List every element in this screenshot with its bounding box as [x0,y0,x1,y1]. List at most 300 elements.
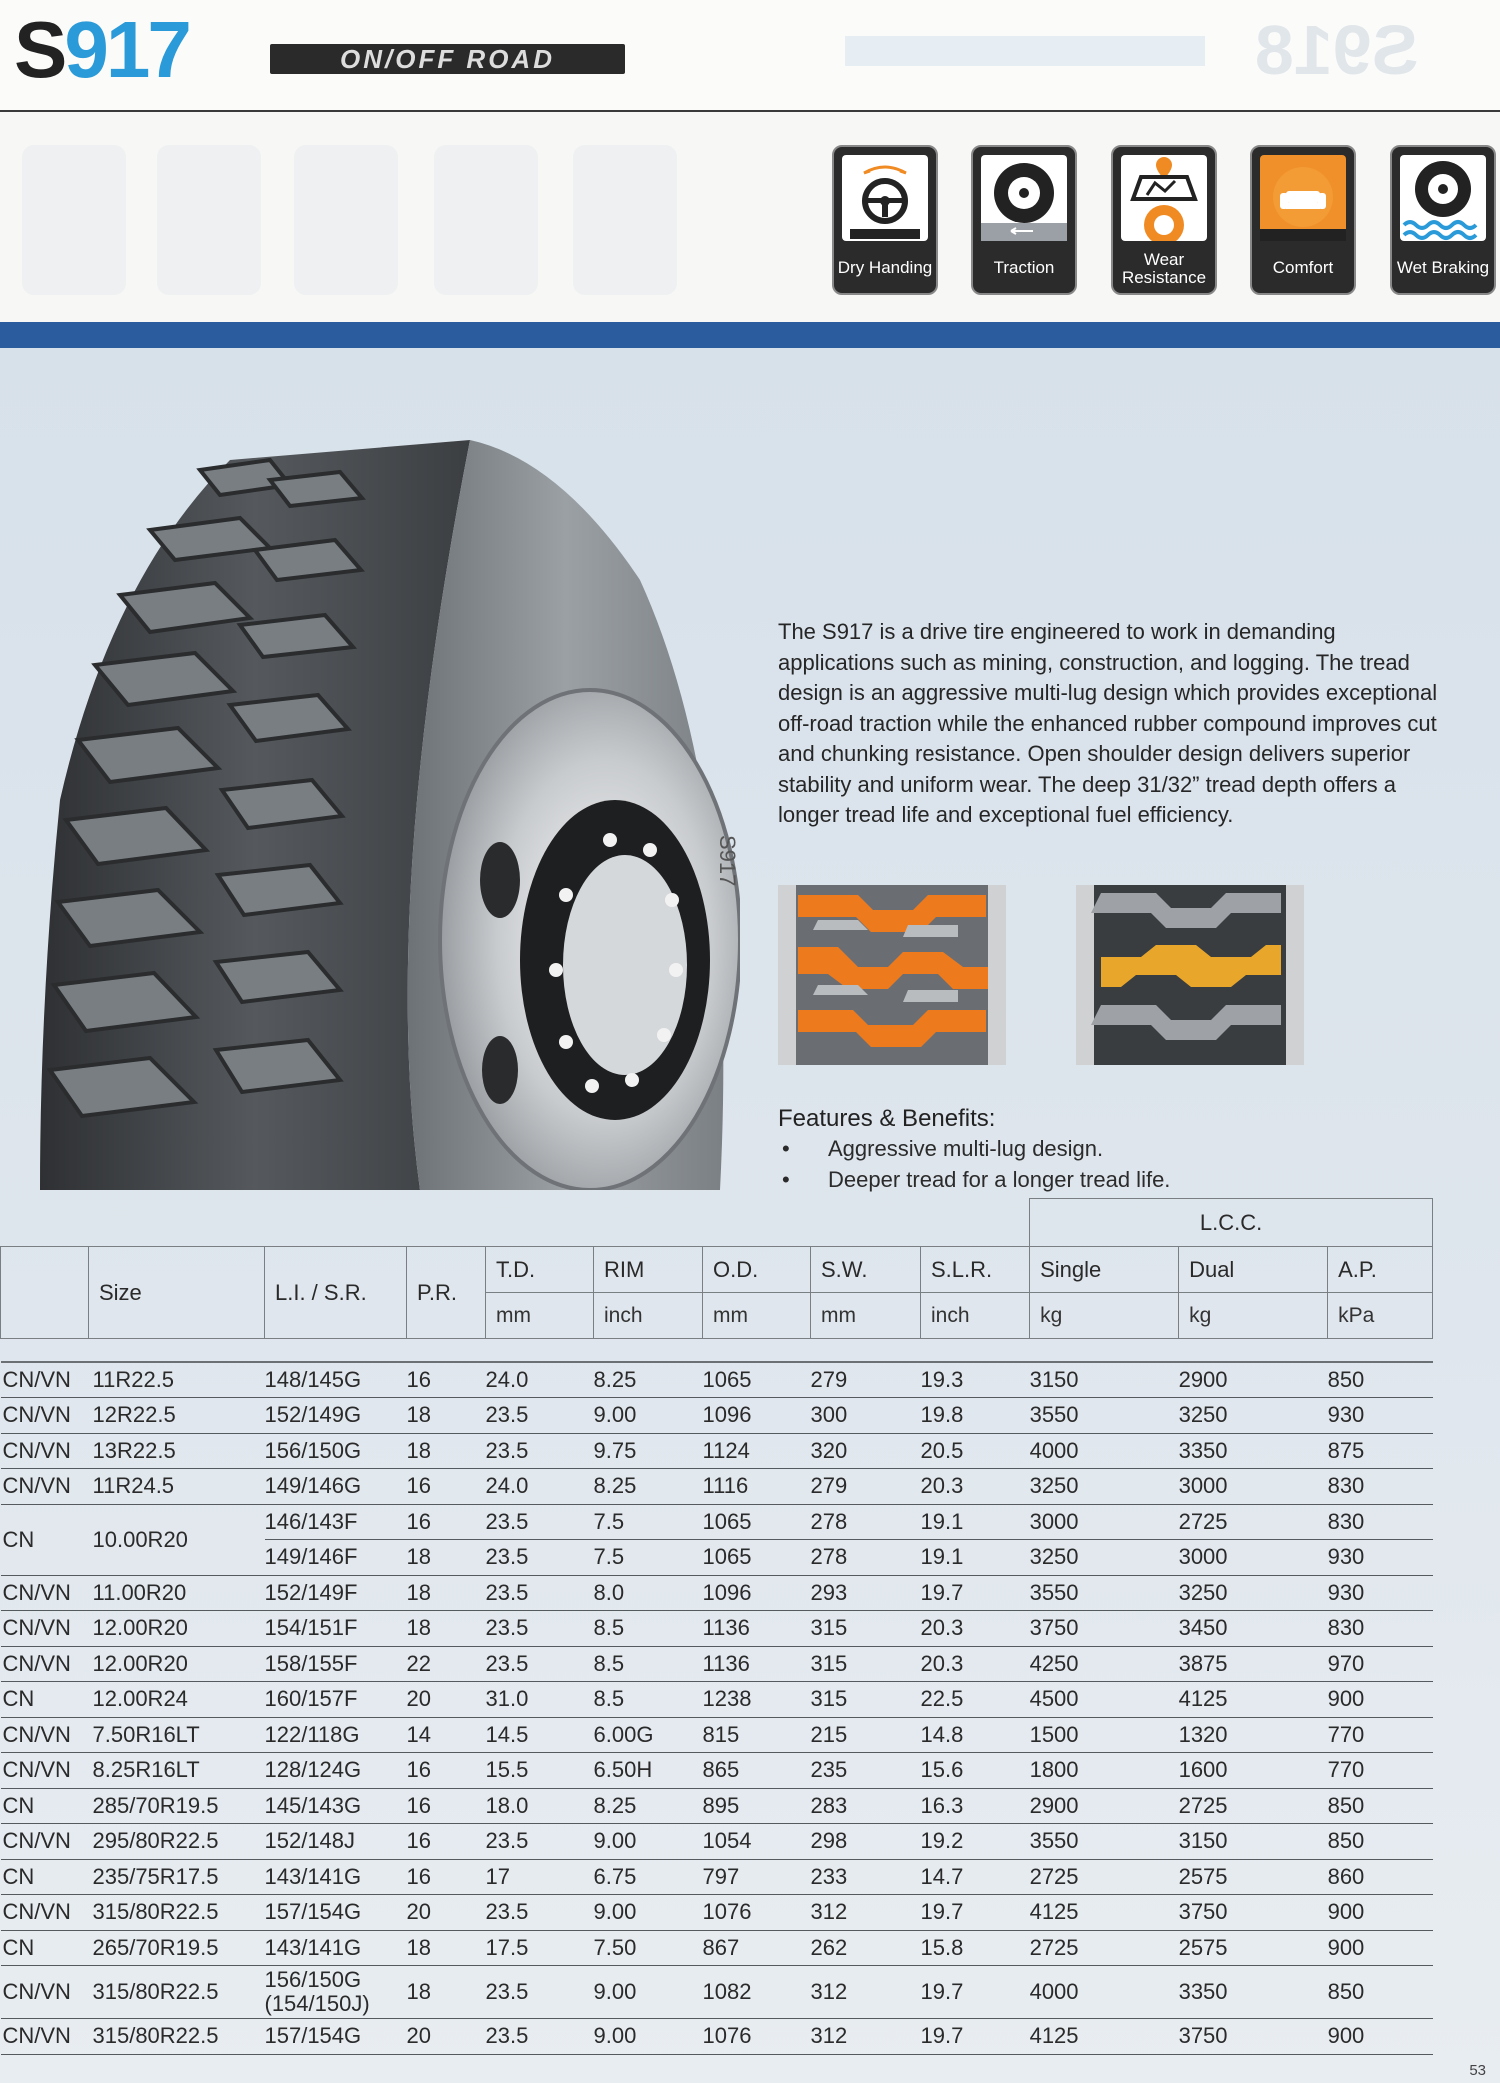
cell-m: CN/VN [1,1469,89,1505]
cell-m: CN/VN [1,1824,89,1860]
cell-rim: 8.5 [594,1611,703,1647]
cell-dual: 3250 [1179,1575,1328,1611]
cell-rim: 7.5 [594,1504,703,1540]
cell-li: 145/143G [265,1788,407,1824]
cell-dual: 3450 [1179,1611,1328,1647]
cell-single: 4125 [1030,1895,1179,1931]
ghost-icon [294,145,398,295]
cell-slr: 14.8 [921,1717,1030,1753]
page-number: 53 [1469,2062,1486,2079]
cell-m: CN [1,1788,89,1824]
cell-sw: 298 [811,1824,921,1860]
cell-pr: 18 [407,1611,486,1647]
table-row [1,1859,1433,1895]
col-header-pr: P.R. [407,1247,486,1339]
table-row [1,1575,1433,1611]
cell-od: 1082 [703,1966,811,2019]
cell-dual: 3750 [1179,2019,1328,2055]
cell-slr: 15.8 [921,1930,1030,1966]
col-header-td: T.D. [486,1247,594,1293]
cell-dual: 2725 [1179,1504,1328,1540]
cell-rim: 7.5 [594,1540,703,1576]
cell-dual: 3000 [1179,1540,1328,1576]
cell-od: 1116 [703,1469,811,1505]
cell-ap: 860 [1328,1859,1433,1895]
table-row [1,1717,1433,1753]
cell-od: 1076 [703,1895,811,1931]
cell-single: 4500 [1030,1682,1179,1718]
cell-rim: 6.50H [594,1753,703,1789]
cell-rim: 8.5 [594,1646,703,1682]
cell-od: 1065 [703,1362,811,1398]
cell-single: 3550 [1030,1824,1179,1860]
cell-m: CN [1,1682,89,1718]
cell-size: 13R22.5 [89,1433,265,1469]
cell-single: 4000 [1030,1966,1179,2019]
unit-od: mm [703,1293,811,1339]
category-badge: ON/OFF ROAD [270,44,625,74]
table-row [1,1504,1433,1540]
cell-li: 143/141G [265,1859,407,1895]
cell-od: 1136 [703,1646,811,1682]
cell-pr: 18 [407,1575,486,1611]
unit-single: kg [1030,1293,1179,1339]
table-row [1,2019,1433,2055]
cell-rim: 8.25 [594,1469,703,1505]
cell-rim: 6.75 [594,1859,703,1895]
performance-comfort: Comfort [1250,145,1356,295]
cell-slr: 19.1 [921,1540,1030,1576]
cell-od: 815 [703,1717,811,1753]
cell-td: 31.0 [486,1682,594,1718]
ghost-title: S918 [1255,11,1419,89]
col-header-slr: S.L.R. [921,1247,1030,1293]
table-row [1,1469,1433,1505]
cell-sw: 312 [811,1895,921,1931]
cell-slr: 19.3 [921,1362,1030,1398]
wet-braking-icon [1400,155,1486,241]
performance-dry-handling: Dry Handing [832,145,938,295]
cell-dual: 3150 [1179,1824,1328,1860]
cell-ap: 900 [1328,1930,1433,1966]
cell-dual: 2575 [1179,1859,1328,1895]
table-row [1,1966,1433,2019]
ghost-icon [434,145,538,295]
cell-li: 149/146G [265,1469,407,1505]
cell-rim: 9.00 [594,1895,703,1931]
cell-m: CN/VN [1,1611,89,1647]
cell-td: 17.5 [486,1930,594,1966]
unit-rim: inch [594,1293,703,1339]
cell-pr: 18 [407,1930,486,1966]
cell-li: 128/124G [265,1753,407,1789]
table-row [1,1646,1433,1682]
cell-size: 11R22.5 [89,1362,265,1398]
feature-item: • Deeper tread for a longer tread life. [778,1164,1170,1195]
cell-li: 152/149F [265,1575,407,1611]
cell-sw: 262 [811,1930,921,1966]
cell-pr: 16 [407,1824,486,1860]
cell-od: 865 [703,1753,811,1789]
cell-od: 1065 [703,1540,811,1576]
cell-pr: 22 [407,1646,486,1682]
cell-single: 1800 [1030,1753,1179,1789]
cell-size: 265/70R19.5 [89,1930,265,1966]
cell-ap: 900 [1328,1895,1433,1931]
cell-od: 1065 [703,1504,811,1540]
cell-m: CN/VN [1,1398,89,1434]
col-header-single: Single [1030,1247,1179,1293]
cell-m: CN [1,1859,89,1895]
cell-od: 1238 [703,1682,811,1718]
cell-sw: 283 [811,1788,921,1824]
cell-slr: 20.3 [921,1611,1030,1647]
cell-li-alt: (154/150J) [264,1991,370,2016]
cell-size: 12.00R20 [89,1646,265,1682]
cell-dual: 3875 [1179,1646,1328,1682]
cell-slr: 20.3 [921,1646,1030,1682]
unit-td: mm [486,1293,594,1339]
cell-size: 12.00R24 [89,1682,265,1718]
cell-pr: 18 [407,1398,486,1434]
cell-li: 152/149G [265,1398,407,1434]
cell-dual: 3250 [1179,1398,1328,1434]
cell-rim: 9.00 [594,2019,703,2055]
cell-td: 23.5 [486,1966,594,2019]
cell-td: 24.0 [486,1362,594,1398]
cell-dual: 1600 [1179,1753,1328,1789]
cell-pr: 16 [407,1859,486,1895]
cell-dual: 2725 [1179,1788,1328,1824]
cell-single: 3150 [1030,1362,1179,1398]
cell-rim: 9.00 [594,1824,703,1860]
cell-sw: 320 [811,1433,921,1469]
cell-ap: 770 [1328,1717,1433,1753]
cell-td: 23.5 [486,1398,594,1434]
cell-ap: 830 [1328,1504,1433,1540]
cell-dual: 3000 [1179,1469,1328,1505]
cell-dual: 3350 [1179,1433,1328,1469]
cell-single: 2900 [1030,1788,1179,1824]
cell-ap: 875 [1328,1433,1433,1469]
cell-pr: 20 [407,1895,486,1931]
cell-size: 12R22.5 [89,1398,265,1434]
cell-li-line: 156/150G [264,1967,362,1992]
cell-od: 797 [703,1859,811,1895]
col-header-size: Size [89,1247,265,1339]
cell-ap: 850 [1328,1362,1433,1398]
table-row [1,1433,1433,1469]
cell-rim: 9.00 [594,1966,703,2019]
cell-size: 315/80R22.5 [89,1895,265,1931]
col-header-dual: Dual [1179,1247,1328,1293]
cell-sw: 215 [811,1717,921,1753]
cell-sw: 278 [811,1540,921,1576]
cell-single: 3550 [1030,1398,1179,1434]
unit-sw: mm [811,1293,921,1339]
col-header-sw: S.W. [811,1247,921,1293]
ghost-icon [22,145,126,295]
cell-sw: 293 [811,1575,921,1611]
cell-sw: 315 [811,1646,921,1682]
product-description: The S917 is a drive tire engineered to work in demanding applications such as mining, construction, and logging. The tread design is an aggressive multi-lug design which provides exceptional off-road traction while the enhanced rubber compound improves cut and chunking resistance. Open shoulder design delivers superior stability and uniform wear. The deep 31/32” tread depth offers a longer tread life and exceptional fuel efficiency. [778,619,1438,827]
cell-ap: 930 [1328,1398,1433,1434]
cell-od: 867 [703,1930,811,1966]
cell-single: 4250 [1030,1646,1179,1682]
tread-pattern-orange [778,885,1006,1065]
cell-od: 1136 [703,1611,811,1647]
cell-m: CN/VN [1,1717,89,1753]
cell-pr: 16 [407,1469,486,1505]
cell-li: 148/145G [265,1362,407,1398]
cell-size: 285/70R19.5 [89,1788,265,1824]
cell-m: CN/VN [1,1575,89,1611]
cell-pr: 20 [407,2019,486,2055]
cell-li: 156/150G [265,1433,407,1469]
cell-li [265,1966,407,2019]
performance-wear-resistance: Wear Resistance [1111,145,1217,295]
cell-slr: 20.3 [921,1469,1030,1505]
spec-table [0,1198,1433,2055]
cell-ap: 970 [1328,1646,1433,1682]
lcc-header: L.C.C. [1030,1199,1433,1247]
cell-slr: 19.7 [921,1895,1030,1931]
cell-slr: 19.7 [921,1575,1030,1611]
ghost-icon [157,145,261,295]
table-row [1,1930,1433,1966]
cell-slr: 19.1 [921,1504,1030,1540]
cell-slr: 19.7 [921,1966,1030,2019]
cell-single: 4000 [1030,1433,1179,1469]
cell-m: CN/VN [1,1895,89,1931]
cell-rim: 6.00G [594,1717,703,1753]
unit-slr: inch [921,1293,1030,1339]
cell-td: 23.5 [486,1433,594,1469]
cell-li: 160/157F [265,1682,407,1718]
cell-od: 1096 [703,1575,811,1611]
col-header-li-sr: L.I. / S.R. [265,1247,407,1339]
cell-li: 158/155F [265,1646,407,1682]
cell-sw: 312 [811,1966,921,2019]
cell-size: 8.25R16LT [89,1753,265,1789]
cell-m: CN/VN [1,1753,89,1789]
cell-single: 2725 [1030,1930,1179,1966]
cell-rim: 9.75 [594,1433,703,1469]
cell-single: 3750 [1030,1611,1179,1647]
table-row [1,1788,1433,1824]
cell-pr: 14 [407,1717,486,1753]
cell-rim: 8.25 [594,1362,703,1398]
cell-single: 3000 [1030,1504,1179,1540]
sidewall-text: S917 [715,835,740,887]
cell-single: 3550 [1030,1575,1179,1611]
cell-sw: 312 [811,2019,921,2055]
cell-td: 23.5 [486,1611,594,1647]
cell-li: 157/154G [265,2019,407,2055]
cell-size: 235/75R17.5 [89,1859,265,1895]
cell-slr: 19.8 [921,1398,1030,1434]
unit-ap: kPa [1328,1293,1433,1339]
col-header-od: O.D. [703,1247,811,1293]
cell-dual: 2575 [1179,1930,1328,1966]
cell-pr: 18 [407,1540,486,1576]
cell-slr: 19.2 [921,1824,1030,1860]
cell-size: 11R24.5 [89,1469,265,1505]
cell-li: 152/148J [265,1824,407,1860]
ghost-band [845,36,1205,66]
cell-slr: 16.3 [921,1788,1030,1824]
features-list [778,1133,1170,1195]
tread-pattern-image [1076,885,1304,1065]
cell-td: 18.0 [486,1788,594,1824]
comfort-sofa-icon [1260,155,1346,241]
tire-illustration [0,380,740,1190]
cell-m: CN/VN [1,1433,89,1469]
cell-pr: 16 [407,1753,486,1789]
cell-m: CN [1,1504,89,1575]
cell-rim: 8.5 [594,1682,703,1718]
cell-ap: 830 [1328,1611,1433,1647]
cell-sw: 315 [811,1611,921,1647]
cell-pr: 16 [407,1362,486,1398]
cell-sw: 278 [811,1504,921,1540]
cell-rim: 7.50 [594,1930,703,1966]
cell-dual: 3350 [1179,1966,1328,2019]
cell-single: 1500 [1030,1717,1179,1753]
cell-size: 11.00R20 [89,1575,265,1611]
table-row [1,1362,1433,1398]
cell-ap: 850 [1328,1824,1433,1860]
cell-size: 7.50R16LT [89,1717,265,1753]
features-title: Features & Benefits: [778,1105,996,1132]
table-row [1,1895,1433,1931]
cell-ap: 770 [1328,1753,1433,1789]
cell-li: 122/118G [265,1717,407,1753]
tread-pattern-yellow [1076,885,1304,1065]
table-row [1,1611,1433,1647]
cell-td: 17 [486,1859,594,1895]
cell-pr: 18 [407,1433,486,1469]
table-row [1,1824,1433,1860]
cell-td: 23.5 [486,1504,594,1540]
cell-slr: 22.5 [921,1682,1030,1718]
cell-size: 12.00R20 [89,1611,265,1647]
cell-li: 154/151F [265,1611,407,1647]
cell-td: 23.5 [486,1646,594,1682]
cell-ap: 930 [1328,1540,1433,1576]
cell-m: CN/VN [1,1362,89,1398]
cell-pr: 16 [407,1788,486,1824]
cell-sw: 315 [811,1682,921,1718]
cell-td: 15.5 [486,1753,594,1789]
table-row [1,1753,1433,1789]
cell-od: 1054 [703,1824,811,1860]
cell-size: 10.00R20 [89,1504,265,1575]
cell-rim: 9.00 [594,1398,703,1434]
cell-li: 143/141G [265,1930,407,1966]
cell-ap: 900 [1328,1682,1433,1718]
cell-td: 23.5 [486,1575,594,1611]
table-row [1,1682,1433,1718]
section-divider [0,322,1500,348]
cell-ap: 900 [1328,2019,1433,2055]
performance-wet-braking: Wet Braking [1390,145,1496,295]
cell-slr: 20.5 [921,1433,1030,1469]
cell-td: 24.0 [486,1469,594,1505]
cell-pr: 16 [407,1504,486,1540]
cell-dual: 1320 [1179,1717,1328,1753]
cell-pr: 18 [407,1966,486,2019]
cell-slr: 15.6 [921,1753,1030,1789]
ghost-icon [573,145,677,295]
cell-td: 14.5 [486,1717,594,1753]
feature-item: • Aggressive multi-lug design. [778,1133,1170,1164]
steering-wheel-icon [842,155,928,241]
wear-resistance-icon [1121,155,1207,241]
cell-li: 146/143F [265,1504,407,1540]
cell-li: 157/154G [265,1895,407,1931]
spec-table-body [1,1362,1433,2054]
cell-ap: 930 [1328,1575,1433,1611]
col-header-rim: RIM [594,1247,703,1293]
cell-li: 149/146F [265,1540,407,1576]
cell-sw: 279 [811,1362,921,1398]
cell-rim: 8.0 [594,1575,703,1611]
cell-td: 23.5 [486,2019,594,2055]
cell-sw: 300 [811,1398,921,1434]
wheel-traction-icon [981,155,1067,241]
cell-od: 1124 [703,1433,811,1469]
cell-size: 295/80R22.5 [89,1824,265,1860]
page-header [0,0,1500,112]
cell-od: 1096 [703,1398,811,1434]
cell-m: CN/VN [1,2019,89,2055]
cell-single: 2725 [1030,1859,1179,1895]
cell-sw: 233 [811,1859,921,1895]
cell-slr: 14.7 [921,1859,1030,1895]
cell-single: 3250 [1030,1469,1179,1505]
tread-pattern-image [778,885,1006,1065]
cell-single: 4125 [1030,2019,1179,2055]
table-row [1,1398,1433,1434]
cell-od: 895 [703,1788,811,1824]
cell-ap: 830 [1328,1469,1433,1505]
cell-sw: 235 [811,1753,921,1789]
cell-dual: 4125 [1179,1682,1328,1718]
cell-size: 315/80R22.5 [89,2019,265,2055]
unit-dual: kg [1179,1293,1328,1339]
cell-pr: 20 [407,1682,486,1718]
tire-image [0,380,740,1190]
model-title: S917 [14,5,189,94]
cell-m: CN/VN [1,1646,89,1682]
cell-td: 23.5 [486,1895,594,1931]
cell-dual: 2900 [1179,1362,1328,1398]
cell-slr: 19.7 [921,2019,1030,2055]
cell-m: CN/VN [1,1966,89,2019]
cell-single: 3250 [1030,1540,1179,1576]
col-header-ap: A.P. [1328,1247,1433,1293]
cell-sw: 279 [811,1469,921,1505]
cell-td: 23.5 [486,1824,594,1860]
cell-dual: 3750 [1179,1895,1328,1931]
cell-od: 1076 [703,2019,811,2055]
cell-ap: 850 [1328,1966,1433,2019]
cell-rim: 8.25 [594,1788,703,1824]
performance-traction: Traction [971,145,1077,295]
cell-m: CN [1,1930,89,1966]
cell-size: 315/80R22.5 [89,1966,265,2019]
